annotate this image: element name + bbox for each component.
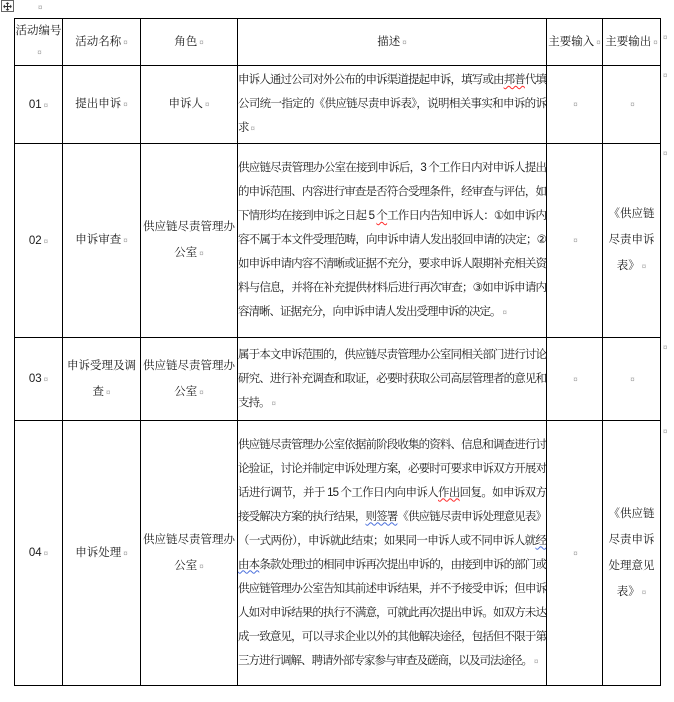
activity-name-cell[interactable]: 提出申诉 ¤ xyxy=(63,66,141,144)
table-move-handle-icon[interactable] xyxy=(1,0,14,12)
main-input-cell[interactable] xyxy=(547,144,603,338)
end-of-cell-mark: ¤ xyxy=(123,548,128,558)
activity-name-cell[interactable]: 申诉审查 ¤ xyxy=(63,144,141,338)
activity-id-cell[interactable]: 01 ¤ xyxy=(15,66,63,144)
description-cell[interactable]: 申诉人通过公司对外公布的申诉渠道提起申诉，填写或由邦普代填公司统一指定的《供应链尽责申诉表》，说明相关事实和申诉的诉求 ¤ xyxy=(238,66,547,144)
role-cell[interactable]: 申诉人 ¤ xyxy=(141,66,238,144)
end-of-cell-mark: ¤ xyxy=(630,374,635,384)
end-of-cell-mark: ¤ xyxy=(123,37,128,47)
main-output-cell[interactable]: 《供应链尽责申诉表》 ¤ xyxy=(603,144,661,338)
activity-name-cell[interactable]: 申诉处理 ¤ xyxy=(63,421,141,686)
table-header-row xyxy=(15,19,661,66)
main-input-cell[interactable] xyxy=(547,66,603,144)
end-of-row-mark: ¤ xyxy=(663,33,668,42)
end-of-cell-mark: ¤ xyxy=(123,236,128,245)
end-of-cell-mark: ¤ xyxy=(641,587,647,597)
activity-name-cell[interactable]: 申诉受理及调查 ¤ xyxy=(63,338,141,421)
main-output-cell[interactable] xyxy=(603,338,661,421)
end-of-cell-mark: ¤ xyxy=(199,561,204,571)
end-of-cell-mark: ¤ xyxy=(573,548,578,558)
main-input-cell[interactable] xyxy=(547,421,603,686)
description-cell[interactable]: 供应链尽责管理办公室在接到申诉后，3 个工作日内对申诉人提出的申诉范围、内容进行审查是否符合受理条件，经审查与评估，如下情形均在接到申诉之日起 5 个工作日内告知申诉人：①如申诉内容不属于本文件受理范畴，向申诉申请人发出驳回申请的决定；②如申诉申请内容不清晰或证据不充分，要求申诉人限期补充相关资料与信息，并将在补充提供材料后进行再次审查；③如申诉申请内容清晰、证据充分，向申诉申请人发出受理申诉的决定。 ¤ xyxy=(238,144,547,338)
main-output-cell[interactable] xyxy=(603,66,661,144)
activity-id-cell[interactable]: 03 ¤ xyxy=(15,338,63,421)
table-row xyxy=(15,338,661,421)
end-of-cell-mark: ¤ xyxy=(37,48,42,57)
end-of-cell-mark: ¤ xyxy=(573,374,578,384)
end-of-cell-mark: ¤ xyxy=(271,398,275,408)
main-output-cell[interactable]: 《供应链尽责申诉处理意见表》 ¤ xyxy=(603,421,661,686)
end-of-cell-mark: ¤ xyxy=(106,387,111,397)
end-of-cell-mark: ¤ xyxy=(199,37,204,47)
end-of-cell-mark: ¤ xyxy=(43,100,49,110)
end-of-cell-mark: ¤ xyxy=(199,387,204,397)
table-row xyxy=(15,144,661,338)
squiggle-red: 邦普 xyxy=(503,74,525,86)
end-of-cell-mark: ¤ xyxy=(641,262,647,271)
end-of-cell-mark: ¤ xyxy=(534,656,538,666)
role-cell[interactable]: 供应链尽责管理办公室 ¤ xyxy=(141,421,238,686)
squiggle-blue: 则签署 xyxy=(365,510,398,523)
squiggle-red: 个 xyxy=(376,210,388,222)
end-of-row-mark: ¤ xyxy=(663,427,668,436)
header-cell-activity-name[interactable]: 活动名称 ¤ xyxy=(63,19,141,66)
end-of-cell-mark: ¤ xyxy=(123,100,128,109)
header-cell-main-output[interactable]: 主要输出 ¤ xyxy=(603,19,661,66)
end-of-cell-mark: ¤ xyxy=(402,37,407,47)
appeal-process-table xyxy=(14,18,661,686)
end-of-cell-mark: ¤ xyxy=(573,100,578,109)
description-cell[interactable]: 属于本文申诉范围的，供应链尽责管理办公室同相关部门进行讨论研究、进行补充调查和取证，必要时获取公司高层管理者的意见和支持。 ¤ xyxy=(238,338,547,421)
header-cell-description[interactable]: 描述 ¤ xyxy=(238,19,547,66)
role-cell[interactable]: 供应链尽责管理办公室 ¤ xyxy=(141,144,238,338)
squiggle-red: 作出 xyxy=(438,486,460,499)
end-of-cell-mark: ¤ xyxy=(596,37,601,47)
main-input-cell[interactable] xyxy=(547,338,603,421)
role-cell[interactable]: 供应链尽责管理办公室 ¤ xyxy=(141,338,238,421)
end-of-cell-mark: ¤ xyxy=(199,249,204,258)
end-of-cell-mark: ¤ xyxy=(250,124,254,133)
end-of-cell-mark: ¤ xyxy=(43,375,49,384)
end-of-row-mark: ¤ xyxy=(663,71,668,80)
header-cell-activity-id[interactable]: 活动编号¤ xyxy=(15,19,63,66)
end-of-cell-mark: ¤ xyxy=(630,100,635,109)
end-of-cell-mark: ¤ xyxy=(43,236,49,246)
table-row xyxy=(15,66,661,144)
header-cell-main-input[interactable]: 主要输入 ¤ xyxy=(547,19,603,66)
end-of-row-mark: ¤ xyxy=(663,149,668,158)
activity-id-cell[interactable]: 02 ¤ xyxy=(15,144,63,338)
table-row xyxy=(15,421,661,686)
header-cell-role[interactable]: 角色 ¤ xyxy=(141,19,238,66)
end-of-row-mark: ¤ xyxy=(663,343,668,352)
description-cell[interactable]: 供应链尽责管理办公室依据前阶段收集的资料、信息和调查进行讨论验证，讨论并制定申诉处理方案，必要时可要求申诉双方开展对话进行调节，并于 15 个工作日内向申诉人作出回复。如申诉双方接受解决方案的执行结果，则签署《供应链尽责申诉处理意见表》（一式两份），申诉就此结束；如果同一申诉人或不同申诉人就经由本条款处理过的相同申诉再次提出申诉的，由接到申诉的部门或供应链管理办公室告知其前述申诉结果，并不予接受申诉；但申诉人如对申诉结果的执行不满意，可就此再次提出申诉。如双方未达成一致意见，可以寻求企业以外的其他解决途径，包括但不限于第三方进行调解、聘请外部专家参与审查及磋商，以及司法途径。 ¤ xyxy=(238,421,547,686)
paragraph-mark: ¤ xyxy=(38,3,43,12)
end-of-cell-mark: ¤ xyxy=(43,549,49,558)
end-of-cell-mark: ¤ xyxy=(653,37,658,47)
squiggle-blue: 经由本 xyxy=(238,534,546,571)
end-of-cell-mark: ¤ xyxy=(502,308,506,317)
end-of-cell-mark: ¤ xyxy=(205,100,210,109)
end-of-cell-mark: ¤ xyxy=(573,236,578,245)
activity-id-cell[interactable]: 04 ¤ xyxy=(15,421,63,686)
